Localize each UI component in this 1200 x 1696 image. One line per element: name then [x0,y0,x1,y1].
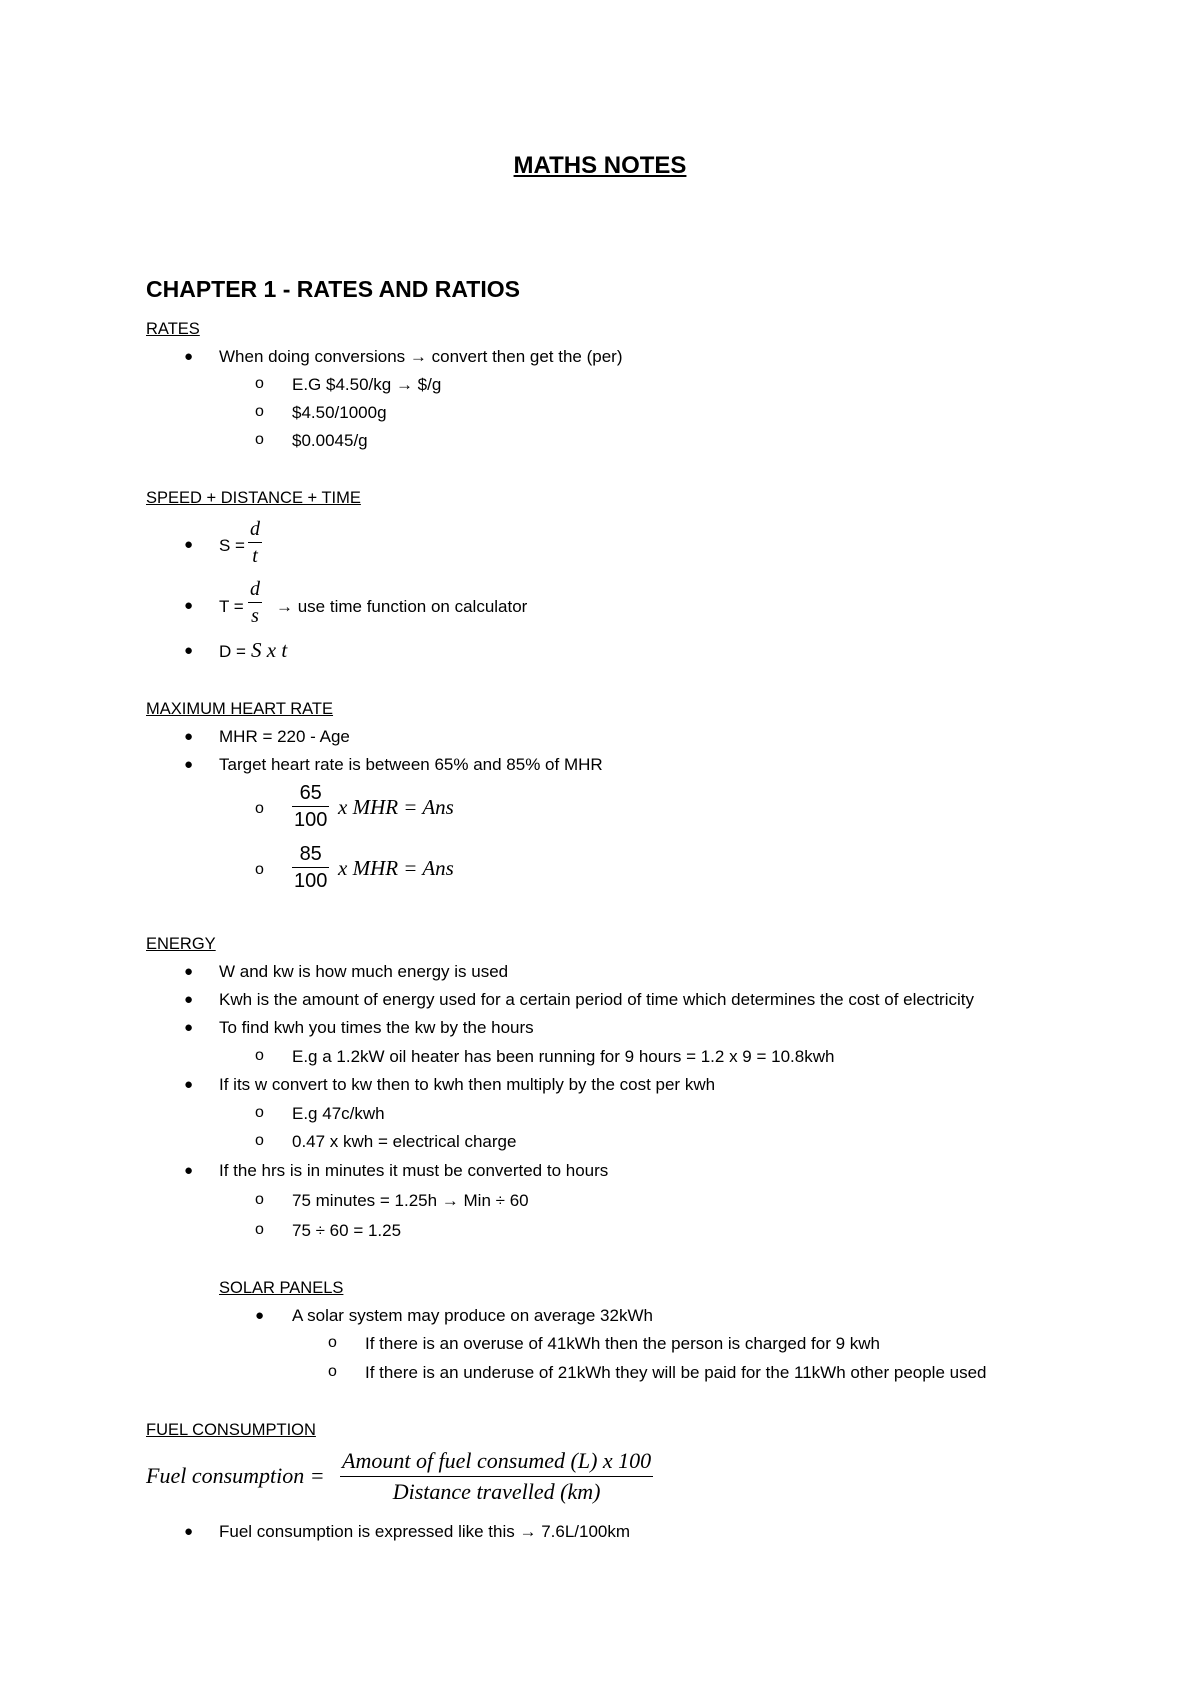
energy-sub-5: 75 ÷ 60 = 1.25 [292,1221,402,1240]
sub-bullet-icon: o [255,800,264,817]
fraction-denominator: 100 [294,809,328,831]
fraction-numerator: 65 [292,780,329,807]
energy-sub-4: 75 minutes = 1.25h → Min ÷ 60 [292,1191,529,1210]
rates-sub-1: E.G $4.50/kg → $/g [292,375,442,394]
energy-bullet-2: Kwh is the amount of energy used for a certain period of time which determines the cost of electricity [219,990,974,1009]
mhr-bullet-2: Target heart rate is between 65% and 85% of MHR [219,755,603,774]
mhr-fraction-85 [292,841,329,894]
rates-sub-2: $4.50/1000g [292,403,387,422]
solar-sub-2: If there is an underuse of 21kWh they will be paid for the 11kWh other people used [365,1363,987,1382]
fuel-formula-fraction [340,1446,653,1507]
fuel-formula-lhs: Fuel consumption = [146,1463,325,1488]
speed-t-label: T = [219,597,244,616]
sub-bullet-icon: o [255,403,264,420]
sub-bullet-icon: o [328,1363,337,1380]
sub-bullet-icon: o [255,861,264,878]
energy-sub-3: 0.47 x kwh = electrical charge [292,1132,517,1151]
energy-bullet-5: If the hrs is in minutes it must be converted to hours [219,1161,609,1180]
bullet-icon: ● [184,536,194,553]
mhr-fraction-65 [292,780,329,833]
bullet-icon: ● [184,597,194,614]
fraction-numerator: d [248,516,262,543]
energy-bullet-3: To find kwh you times the kw by the hours [219,1018,534,1037]
energy-bullet-4: If its w convert to kw then to kwh then multiply by the cost per kwh [219,1075,716,1094]
fraction-numerator: Amount of fuel consumed (L) x 100 [340,1446,653,1477]
speed-heading: SPEED + DISTANCE + TIME [146,489,361,507]
sub-bullet-icon: o [255,1047,264,1064]
sub-bullet-icon: o [255,1132,264,1149]
chapter-heading: CHAPTER 1 - RATES AND RATIOS [146,276,520,302]
sub-bullet-icon: o [255,1191,264,1208]
bullet-icon: ● [184,642,194,659]
mhr-heading: MAXIMUM HEART RATE [146,700,334,718]
speed-s-fraction [248,516,262,569]
bullet-icon: ● [184,728,194,745]
energy-bullet-1: W and kw is how much energy is used [219,962,509,981]
speed-d-label: D = [219,642,246,661]
solar-heading: SOLAR PANELS [219,1279,344,1297]
fraction-denominator: 100 [294,870,328,892]
bullet-icon: ● [184,1019,194,1036]
rates-heading: RATES [146,320,200,338]
sub-bullet-icon: o [255,375,264,392]
bullet-icon: ● [255,1307,265,1324]
bullet-icon: ● [184,756,194,773]
solar-bullet-1: A solar system may produce on average 32kWh [292,1306,653,1325]
mhr-formula-2: x MHR = Ans [338,856,454,880]
bullet-icon: ● [184,348,194,365]
sub-bullet-icon: o [255,431,264,448]
speed-t-fraction [248,576,262,629]
mhr-bullet-1: MHR = 220 - Age [219,727,350,746]
fuel-heading: FUEL CONSUMPTION [146,1421,316,1439]
fraction-denominator: s [251,605,259,627]
energy-heading: ENERGY [146,935,216,953]
bullet-icon: ● [184,1076,194,1093]
solar-sub-1: If there is an overuse of 41kWh then the person is charged for 9 kwh [365,1334,881,1353]
fraction-numerator: d [248,576,262,603]
speed-d-expression: S x t [251,638,288,662]
bullet-icon: ● [184,1523,194,1540]
speed-t-note: → use time function on calculator [276,597,528,616]
speed-s-label: S = [219,536,245,555]
mhr-formula-1: x MHR = Ans [338,795,454,819]
sub-bullet-icon: o [255,1221,264,1238]
sub-bullet-icon: o [255,1104,264,1121]
fraction-denominator: t [252,545,258,567]
sub-bullet-icon: o [328,1334,337,1351]
bullet-icon: ● [184,991,194,1008]
energy-sub-1: E.g a 1.2kW oil heater has been running for 9 hours = 1.2 x 9 = 10.8kwh [292,1047,835,1066]
fraction-numerator: 85 [292,841,329,868]
rates-bullet-1: When doing conversions → convert then get the (per) [219,347,623,366]
bullet-icon: ● [184,963,194,980]
fuel-bullet-1: Fuel consumption is expressed like this → 7.6L/100km [219,1522,631,1541]
energy-sub-2: E.g 47c/kwh [292,1104,385,1123]
fraction-denominator: Distance travelled (km) [392,1479,601,1504]
bullet-icon: ● [184,1162,194,1179]
page-title: MATHS NOTES [513,152,687,179]
rates-sub-3: $0.0045/g [292,431,368,450]
